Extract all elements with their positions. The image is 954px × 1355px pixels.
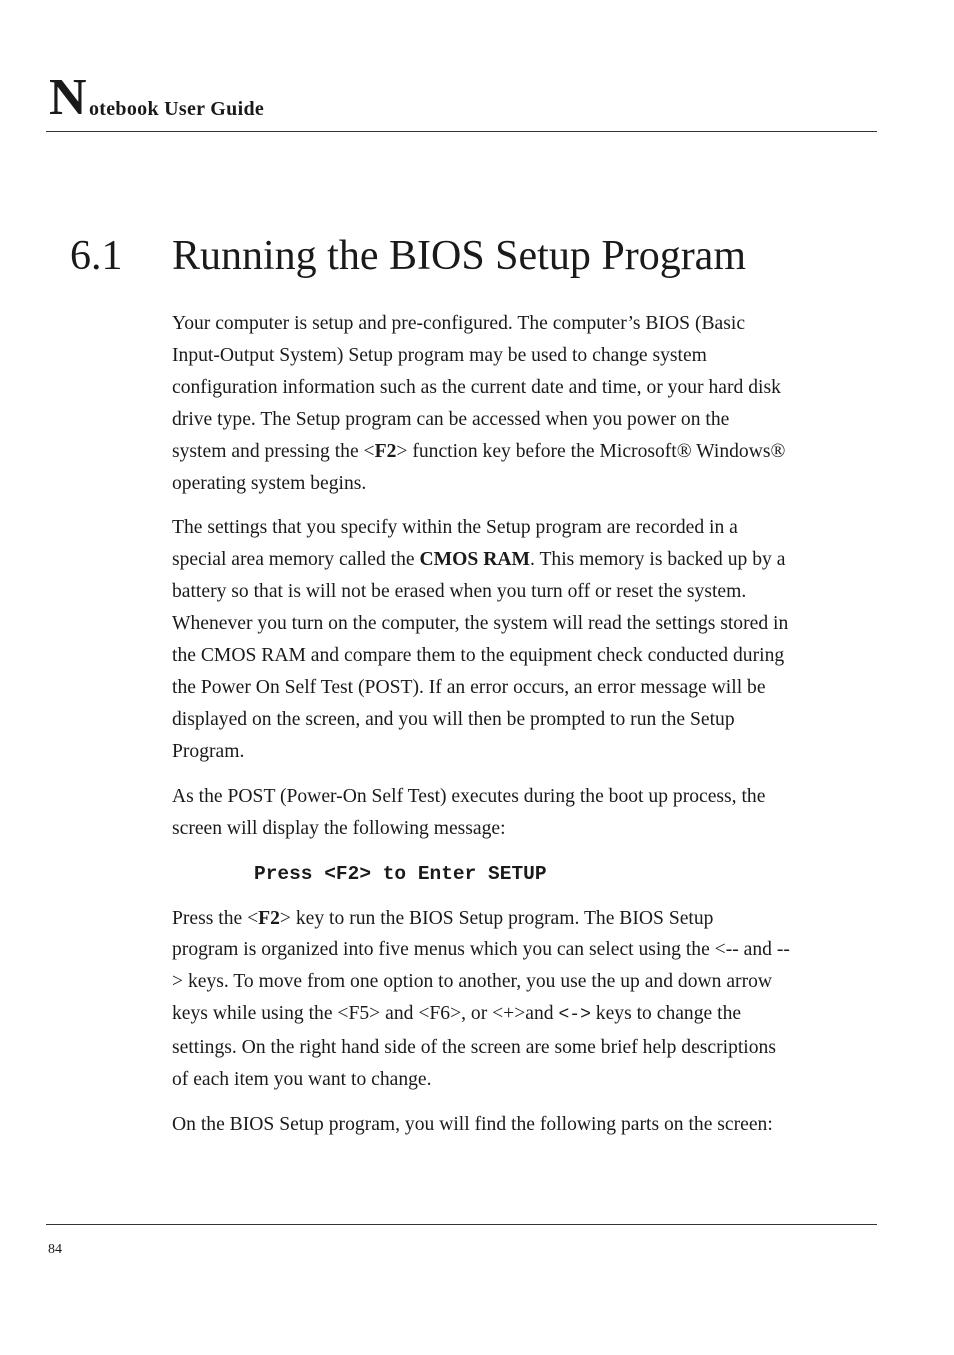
minus-key-label: <-> [558,1005,591,1026]
paragraph-line: settings. On the right hand side of the screen are some brief help descriptions [172,1037,776,1059]
f2-key-label: F2 [258,907,280,929]
text-run: > function key before the Microsoft® Windows® [396,440,786,462]
text-run: Press the < [172,907,259,929]
header-initial-letter: N [49,69,87,126]
paragraph-line: the CMOS RAM and compare them to the equipment check conducted during [172,645,785,667]
section-heading [70,230,746,282]
footer-rule [46,1224,877,1225]
paragraph-line: of each item you want to change. [172,1069,432,1091]
paragraph-navigation [172,903,876,1096]
cmos-ram-term: CMOS RAM [419,549,530,571]
text-run: system and pressing the < [172,440,375,462]
paragraph-line [172,903,876,935]
paragraph-line: The settings that you specify within the Setup program are recorded in a [172,517,738,539]
paragraph-line: Program. [172,740,245,762]
paragraph-line: As the POST (Power-On Self Test) executes during the boot up process, the [172,785,766,807]
text-run: > key to run the BIOS Setup program. The BIOS Setup [279,907,714,929]
paragraph-line [172,998,876,1032]
section-title: Running the BIOS Setup Program [172,233,746,279]
body-content [172,308,876,1154]
paragraph-line [172,436,876,468]
paragraph-parts [172,1109,876,1141]
paragraph-line: Your computer is setup and pre-configured. The computer’s BIOS (Basic [172,313,746,334]
paragraph-line: battery so that is will not be erased when you turn off or reset the system. [172,581,747,603]
text-run: special area memory called the [172,549,420,571]
text-run: keys while using the <F5> and <F6>, or <+>and [172,1003,559,1025]
paragraph-line [172,544,876,576]
paragraph-cmos [172,512,876,767]
paragraph-post [172,781,876,845]
paragraph-line: displayed on the screen, and you will then be prompted to run the Setup [172,708,735,730]
paragraph-intro [172,308,876,499]
page-number: 84 [48,1242,62,1257]
paragraph-line: operating system begins. [172,472,367,494]
paragraph-line: > keys. To move from one option to another, you use the up and down arrow [172,971,773,993]
section-number: 6.1 [70,233,123,279]
post-message-code: Press <F2> to Enter SETUP [254,862,547,885]
header-title: otebook User Guide [89,98,265,120]
paragraph-line: drive type. The Setup program can be accessed when you power on the [172,408,730,430]
paragraph-line: Input-Output System) Setup program may be used to change system [172,344,707,366]
paragraph-line: the Power On Self Test (POST). If an error occurs, an error message will be [172,676,766,698]
paragraph-line: program is organized into five menus which you can select using the <-- and -- [172,939,790,961]
text-run: keys to change the [590,1003,742,1025]
paragraph-line: screen will display the following message: [172,817,506,839]
paragraph-line: Whenever you turn on the computer, the system will read the settings stored in [172,613,789,635]
paragraph-line: On the BIOS Setup program, you will find the following parts on the screen: [172,1113,773,1135]
running-header [46,69,877,132]
f2-key-label: F2 [374,440,397,462]
paragraph-line: configuration information such as the current date and time, or your hard disk [172,376,781,398]
text-run: . This memory is backed up by a [530,549,786,571]
